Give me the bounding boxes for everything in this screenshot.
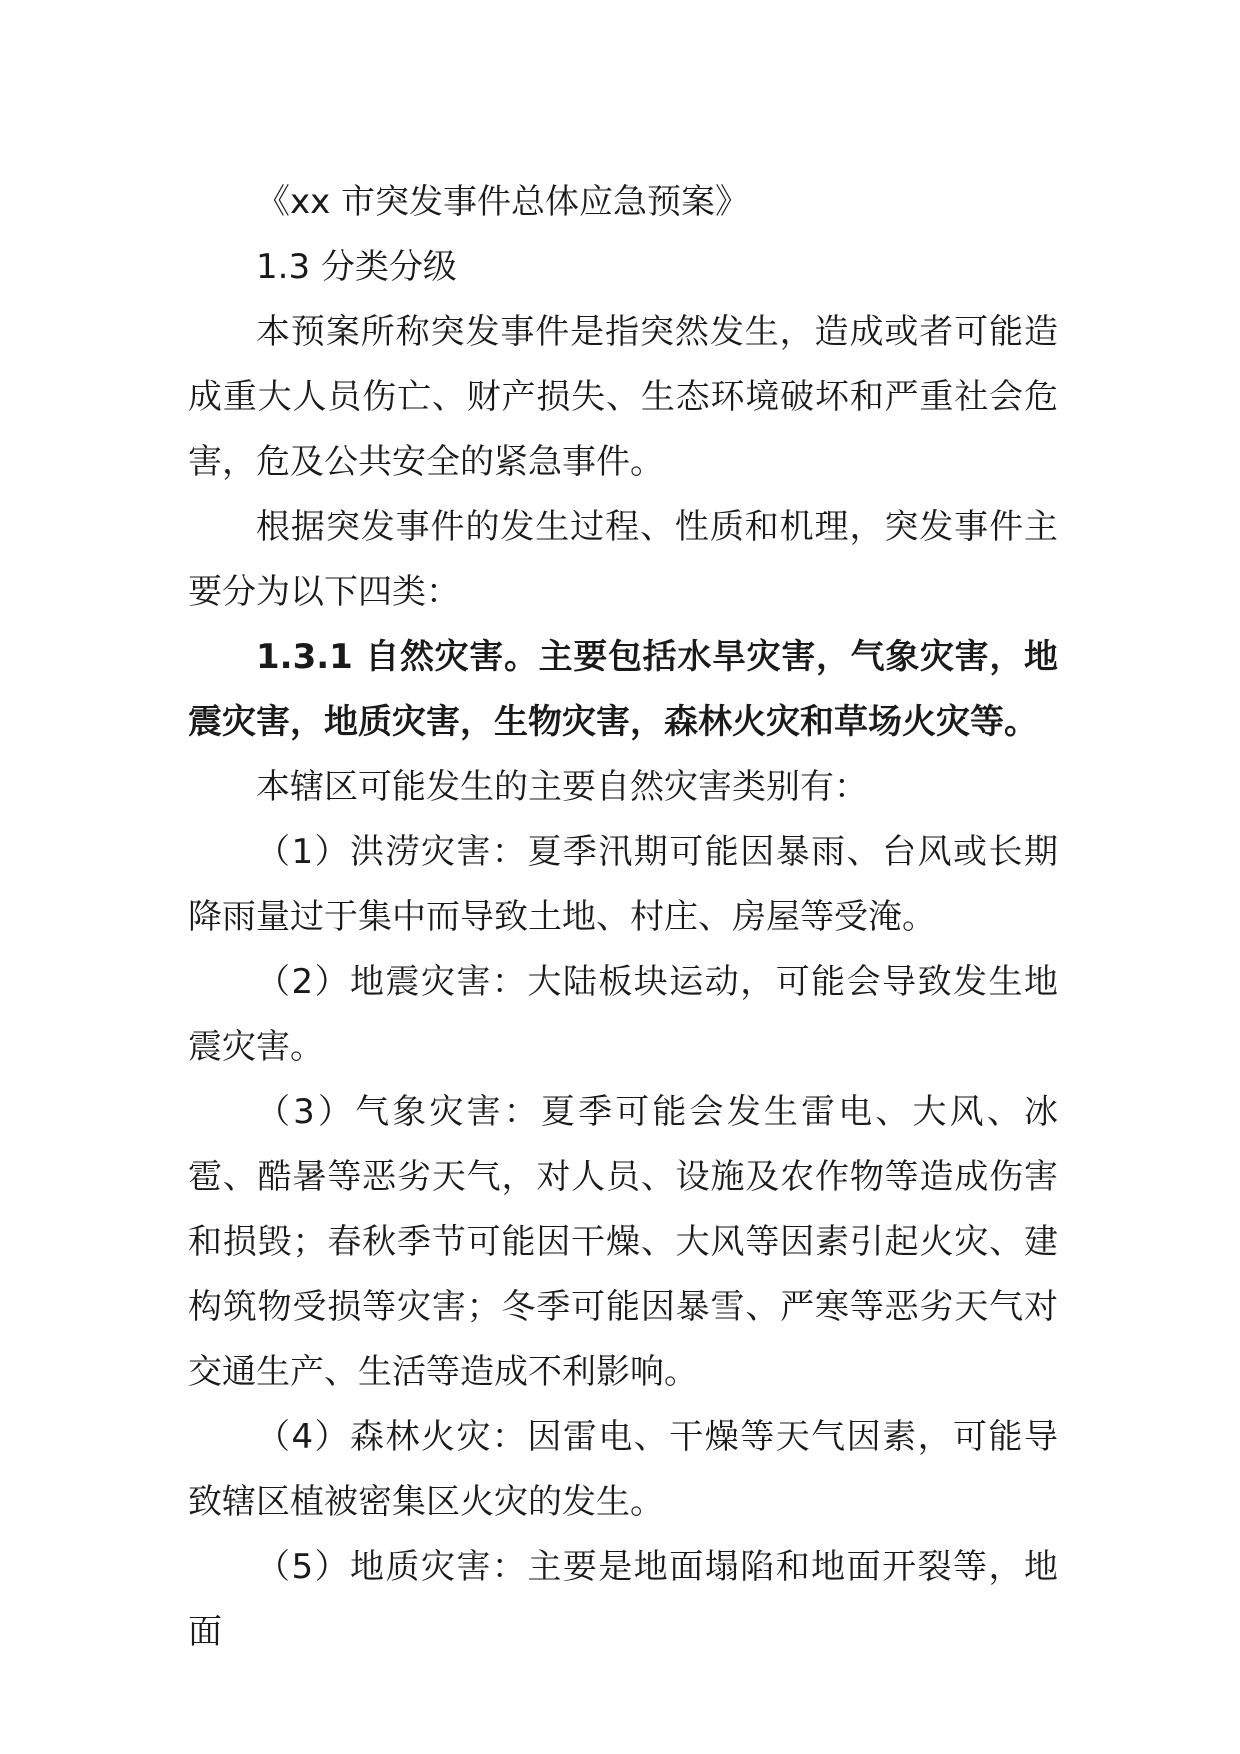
list-item-forest-fire: （4）森林火灾：因雷电、干燥等天气因素，可能导致辖区植被密集区火灾的发生。	[188, 1417, 1058, 1522]
subsection-natural-disasters: 1.3.1 自然灾害。主要包括水旱灾害，气象灾害，地震灾害，地质灾害，生物灾害，森林火灾和草场火灾等。	[188, 637, 1058, 742]
document-page	[188, 170, 1058, 1665]
list-item-meteorological: （3）气象灾害：夏季可能会发生雷电、大风、冰雹、酷暑等恶劣天气，对人员、设施及农作物等造成伤害和损毁；春秋季节可能因干燥、大风等因素引起火灾、建构筑物受损等灾害；冬季可能因暴雪、严寒等恶劣天气对交通生产、生活等造成不利影响。	[188, 1092, 1058, 1392]
section-heading: 1.3 分类分级	[256, 247, 457, 287]
list-item-geological: （5）地质灾害：主要是地面塌陷和地面开裂等，地面	[188, 1547, 1058, 1652]
paragraph-classification: 根据突发事件的发生过程、性质和机理，突发事件主要分为以下四类：	[188, 507, 1058, 612]
paragraph-definition: 本预案所称突发事件是指突然发生，造成或者可能造成重大人员伤亡、财产损失、生态环境破坏和严重社会危害，危及公共安全的紧急事件。	[188, 312, 1058, 482]
document-title: 《xx 市突发事件总体应急预案》	[256, 182, 750, 222]
paragraph-disaster-types: 本辖区可能发生的主要自然灾害类别有：	[256, 767, 868, 807]
list-item-earthquake: （2）地震灾害：大陆板块运动，可能会导致发生地震灾害。	[188, 962, 1058, 1067]
list-item-flood: （1）洪涝灾害：夏季汛期可能因暴雨、台风或长期降雨量过于集中而导致土地、村庄、房屋等受淹。	[188, 832, 1058, 937]
